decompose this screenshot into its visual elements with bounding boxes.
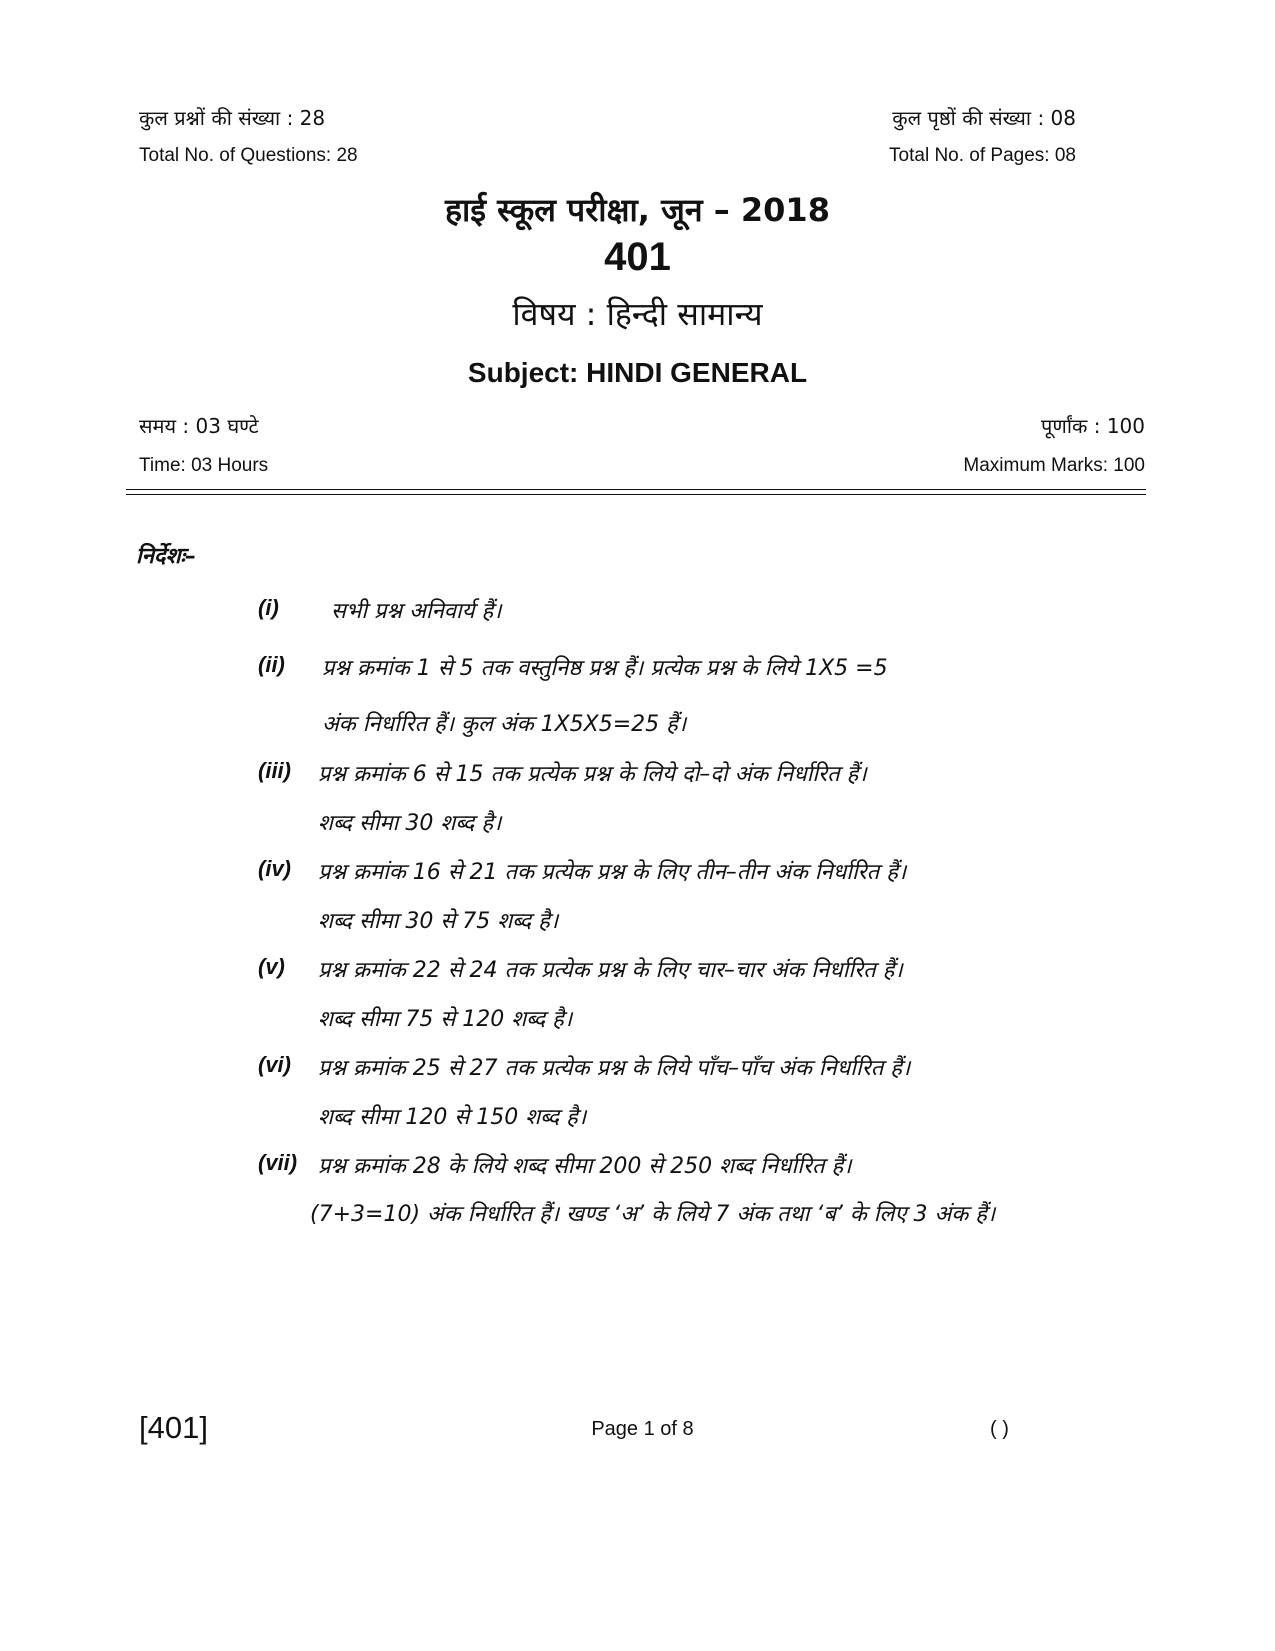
instruction-line: प्रश्न क्रमांक 25 से 27 तक प्रत्येक प्रश्न के लिये पाँच–पाँच अंक निर्धारित हैं। [318,1056,911,1081]
instruction-number: (iv) [258,856,291,881]
instruction-line: सभी प्रश्न अनिवार्य हैं। [331,599,502,624]
instruction-line: शब्द सीमा 30 से 75 शब्द है। [318,909,559,934]
instruction-number: (v) [258,954,285,979]
total-questions-english: Total No. of Questions: 28 [139,145,358,166]
instruction-line: अंक निर्धारित हैं। कुल अंक 1X5X5=25 हैं। [322,712,687,737]
instruction-line: प्रश्न क्रमांक 28 के लिये शब्द सीमा 200 से 250 शब्द निर्धारित हैं। [318,1154,852,1179]
instruction-line: शब्द सीमा 120 से 150 शब्द है। [318,1105,587,1130]
footer-paper-code: [401] [139,1410,208,1445]
page-number: Page 1 of 8 [591,1418,694,1440]
max-marks-hindi: पूर्णांक : 100 [1041,414,1145,438]
time-hindi: समय : 03 घण्टे [139,414,259,438]
instruction-number: (vi) [258,1052,291,1077]
instruction-line: प्रश्न क्रमांक 22 से 24 तक प्रत्येक प्रश्न के लिए चार–चार अंक निर्धारित हैं। [318,958,903,983]
instruction-line: प्रश्न क्रमांक 6 से 15 तक प्रत्येक प्रश्न के लिये दो–दो अंक निर्धारित हैं। [318,762,867,787]
instruction-line: प्रश्न क्रमांक 16 से 21 तक प्रत्येक प्रश्न के लिए तीन–तीन अंक निर्धारित हैं। [318,860,907,885]
paper-code: 401 [604,235,671,279]
instruction-number: (i) [258,595,279,620]
instruction-number: (ii) [258,652,285,677]
max-marks-english: Maximum Marks: 100 [963,455,1145,476]
instruction-line: (7+3=10) अंक निर्धारित हैं। खण्ड ‘अ’ के लिये 7 अंक तथा ‘ब’ के लिए 3 अंक हैं। [310,1202,996,1227]
subject-english: Subject: HINDI GENERAL [467,357,808,388]
header-divider-bottom [126,494,1146,495]
total-pages-english: Total No. of Pages: 08 [889,145,1076,166]
time-english: Time: 03 Hours [139,455,269,476]
exam-title: हाई स्कूल परीक्षा, जून – 2018 [445,191,830,229]
total-questions-hindi: कुल प्रश्नों की संख्या : 28 [139,106,326,130]
subject-hindi: विषय : हिन्दी सामान्य [512,295,763,333]
header-divider-top [126,489,1146,490]
footer-parentheses: ( ) [990,1418,1009,1440]
instruction-number: (vii) [258,1150,298,1175]
instructions-heading: निर्देशः– [136,544,196,569]
instruction-line: शब्द सीमा 30 शब्द है। [318,811,502,836]
instruction-number: (iii) [258,758,291,783]
instruction-line: शब्द सीमा 75 से 120 शब्द है। [318,1007,573,1032]
instruction-line: प्रश्न क्रमांक 1 से 5 तक वस्तुनिष्ठ प्रश्न हैं। प्रत्येक प्रश्न के लिये 1X5 =5 [322,656,888,681]
total-pages-hindi: कुल पृष्ठों की संख्या : 08 [892,106,1076,130]
